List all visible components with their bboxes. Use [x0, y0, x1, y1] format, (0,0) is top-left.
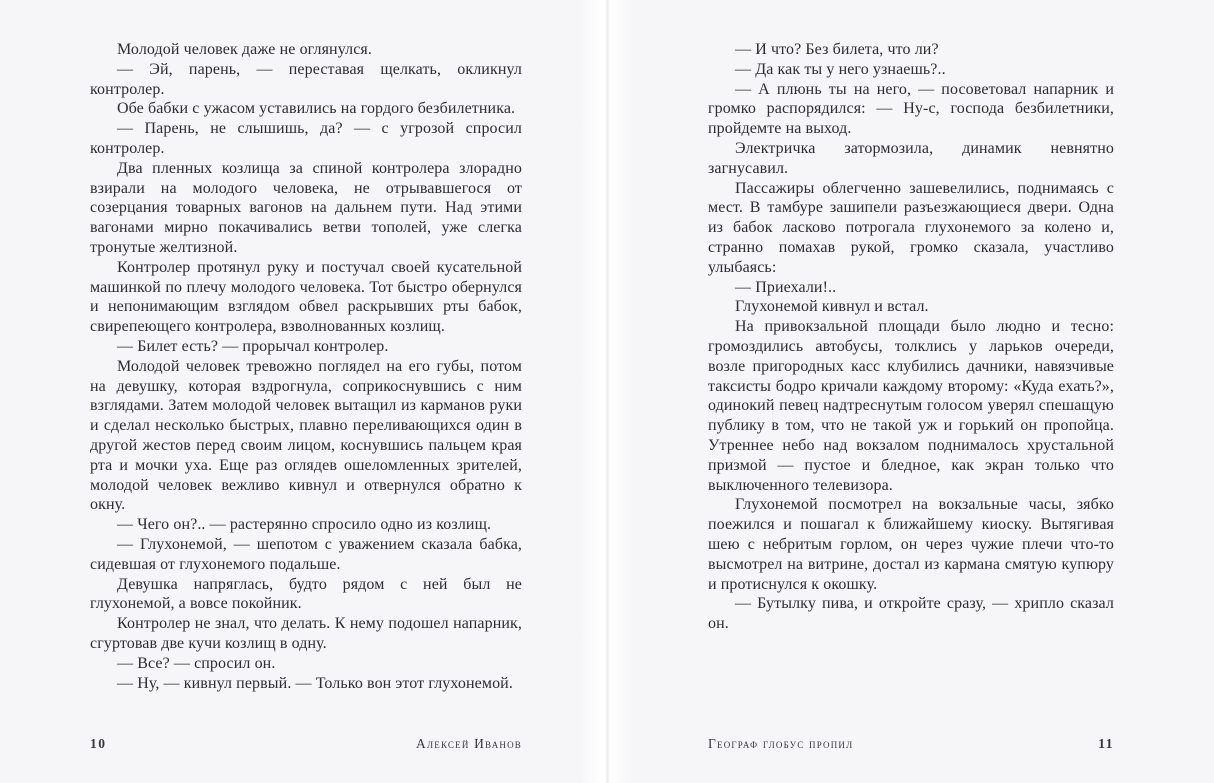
page-right-footer	[708, 736, 1114, 752]
paragraph: — Ну, — кивнул первый. — Только вон этот глухонемой.	[117, 674, 513, 692]
paragraph: — Бутылку пива, и откройте сразу, — хрипло сказал он.	[708, 595, 1114, 633]
paragraph: — Эй, парень, — переставая щелкать, окликнул контролер.	[90, 60, 522, 98]
paragraph: Глухонемой посмотрел на вокзальные часы, зябко поежился и пошагал к ближайшему киоску. Вытягивая шею с небритым горлом, он через чужие плечи что-то высмотрел на витрине, достал из кармана смятую купюру и протиснулся к окошку.	[708, 496, 1114, 593]
running-title-author: Алексей Иванов	[416, 736, 522, 751]
paragraph: — Да как ты у него узнаешь?..	[735, 60, 946, 78]
paragraph: Пассажиры облегченно зашевелились, поднимаясь с мест. В тамбуре зашипели разъезжающиеся двери. Одна из бабок ласково потрогала глухонемого за колено и, странно помахав рукой, громко сказала, участливо улыбаясь:	[708, 179, 1114, 276]
paragraph: — Глухонемой, — шепотом с уважением сказала бабка, сидевшая от глухонемого подальше.	[90, 535, 522, 573]
paragraph: — А плюнь ты на него, — посоветовал напарник и громко распорядился: — Ну-с, господа безбилетники, пройдемте на выход.	[708, 80, 1114, 138]
paragraph: Контролер не знал, что делать. К нему подошел напарник, сгуртовав две кучи козлищ в одну.	[90, 615, 522, 652]
paragraph: Глухонемой кивнул и встал.	[735, 298, 929, 316]
running-title-book: Географ глобус пропил	[708, 736, 854, 751]
paragraph: — Чего он?.. — растерянно спросило одно из козлищ.	[117, 516, 492, 534]
paragraph: — Приехали!..	[735, 278, 837, 296]
page-number-left: 10	[90, 736, 107, 751]
paragraph: Обе бабки с ужасом уставились на гордого безбилетника.	[117, 100, 516, 118]
paragraph: На привокзальной площади было людно и тесно: громоздились автобусы, толклись у ларьков очереди, возле пригородных касс клубились дачники, навязчивые таксисты бодро кричали каждому второму: «Куда ехать?», одинокий певец надтреснутым голосом уверял спешащую публику в том, что не такой уж и горький он пропойца. Утреннее небо над вокзалом поднималось хрустальной призмой — пустое и бледное, как экран только что выключенного телевизора.	[708, 318, 1114, 494]
page-left-footer	[90, 736, 522, 752]
page-left-body-text	[90, 40, 522, 693]
paragraph: — Все? — спросил он.	[117, 654, 276, 672]
paragraph: Молодой человек тревожно поглядел на его губы, потом на девушку, которая вздрогнула, соприкоснувшись с ним взглядами. Затем молодой человек вытащил из карманов руки и сделал несколько быстрых, плавно переливающихся один в другой жестов перед своим лицом, коснувшись пальцем края рта и мочки уха. Еще раз оглядев ошеломленных зрителей, молодой человек вежливо кивнул и отвернулся обратно к окну.	[90, 357, 522, 514]
paragraph: Контролер протянул руку и постучал своей кусательной машинкой по плечу молодого человека. Тот быстро обернулся и непонимающим взглядом обвел раскрывших рты бабок, свирепеющего контролера, взволнованных козлищ.	[90, 258, 522, 336]
page-right	[607, 0, 1214, 783]
paragraph: Молодой человек даже не оглянулся.	[117, 41, 372, 58]
paragraph: — Парень, не слышишь, да? — с угрозой спросил контролер.	[90, 120, 522, 157]
paragraph: Электричка затормозила, динамик невнятно загнусавил.	[708, 139, 1114, 177]
paragraph: Два пленных козлища за спиной контролера злорадно взирали на молодого человека, не отрывавшегося от созерцания товарных вагонов на дальнем пути. Над этими вагонами мирно покачивались ветви тополей, уже слегка тронутые желтизной.	[90, 159, 522, 256]
page-number-right: 11	[1098, 736, 1114, 751]
paragraph: — И что? Без билета, что ли?	[735, 41, 939, 58]
page-right-body-text	[708, 40, 1114, 634]
paragraph: Девушка напряглась, будто рядом с ней был не глухонемой, а вовсе покойник.	[90, 575, 522, 613]
paragraph: — Билет есть? — прорычал контролер.	[117, 337, 389, 355]
